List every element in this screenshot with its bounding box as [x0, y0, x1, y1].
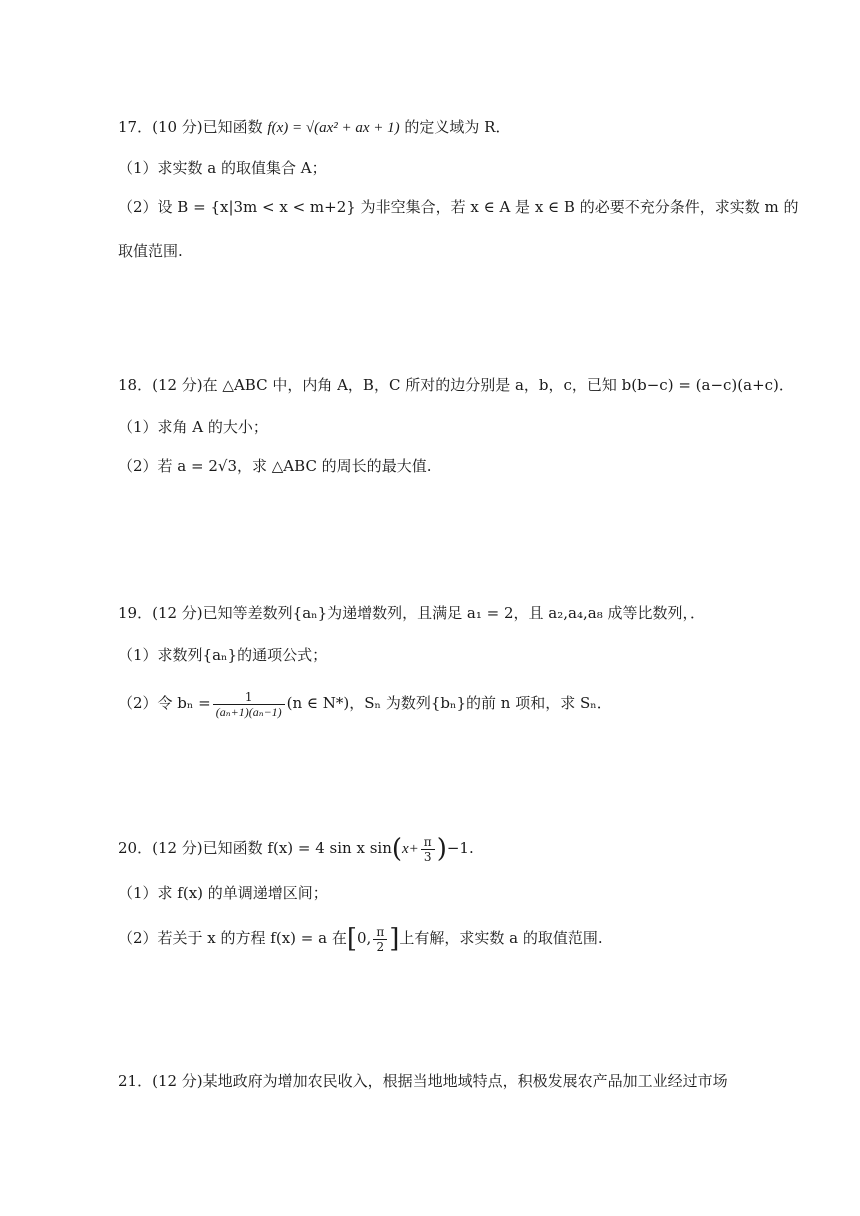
q20-stem: 20．(12 分)已知函数 f(x) = 4 sin x sin(x+ $\frac{\pi}{3}$ )−1.: [118, 834, 474, 864]
q19-stem: 19．(12 分)已知等差数列{aₙ}为递增数列，且满足 a₁ = 2，且 a₂,a₄,a₈ 成等比数列，．: [118, 604, 705, 622]
q19-fraction: $\frac{1}{\text{(aₙ+1)(aₙ−1)}}$: [213, 690, 285, 719]
q19-part1: （1）求数列{aₙ}的通项公式；: [118, 646, 328, 664]
q18-part2: （2）若 a = 2√3，求 △ABC 的周长的最大值.: [118, 457, 432, 475]
q17-part1: （1）求实数 a 的取值集合 A；: [118, 159, 327, 177]
q20-part2: （2）若关于 x 的方程 f(x) = a 在[0, $\frac{\pi}{2}$ ]上有解，求实数 a 的取值范围.: [118, 924, 603, 954]
q20-stem-fraction: $\frac{\pi}{3}$: [421, 835, 435, 864]
q17-stem: 17．(10 分)已知函数 f(x) = √(ax² + ax + 1) 的定义域为 R．: [118, 118, 511, 136]
q17-part2-line2: 取值范围.: [118, 242, 183, 260]
q17-formula: f(x) = √(ax² + ax + 1): [267, 120, 400, 136]
q17-part2-line1: （2）设 B = {x|3m < x < m+2} 为非空集合，若 x ∈ A 是 x ∈ B 的必要不充分条件，求实数 m 的: [118, 198, 799, 216]
q18-stem: 18．(12 分)在 △ABC 中，内角 A，B，C 所对的边分别是 a，b，c，已知 b(b−c) = (a−c)(a+c)．: [118, 376, 794, 394]
q20-part1: （1）求 f(x) 的单调递增区间；: [118, 884, 328, 902]
q20-interval-fraction: $\frac{\pi}{2}$: [373, 925, 387, 954]
q19-part2: （2）令 bₙ = $\frac{1}{\text{(aₙ+1)(aₙ−1)}}$ (n ∈ N*)，Sₙ 为数列{bₙ}的前 n 项和，求 Sₙ．: [118, 689, 612, 719]
q21-stem: 21．(12 分)某地政府为增加农民收入，根据当地地域特点，积极发展农产品加工业经过市场: [118, 1072, 728, 1090]
q18-part1: （1）求角 A 的大小；: [118, 418, 268, 436]
